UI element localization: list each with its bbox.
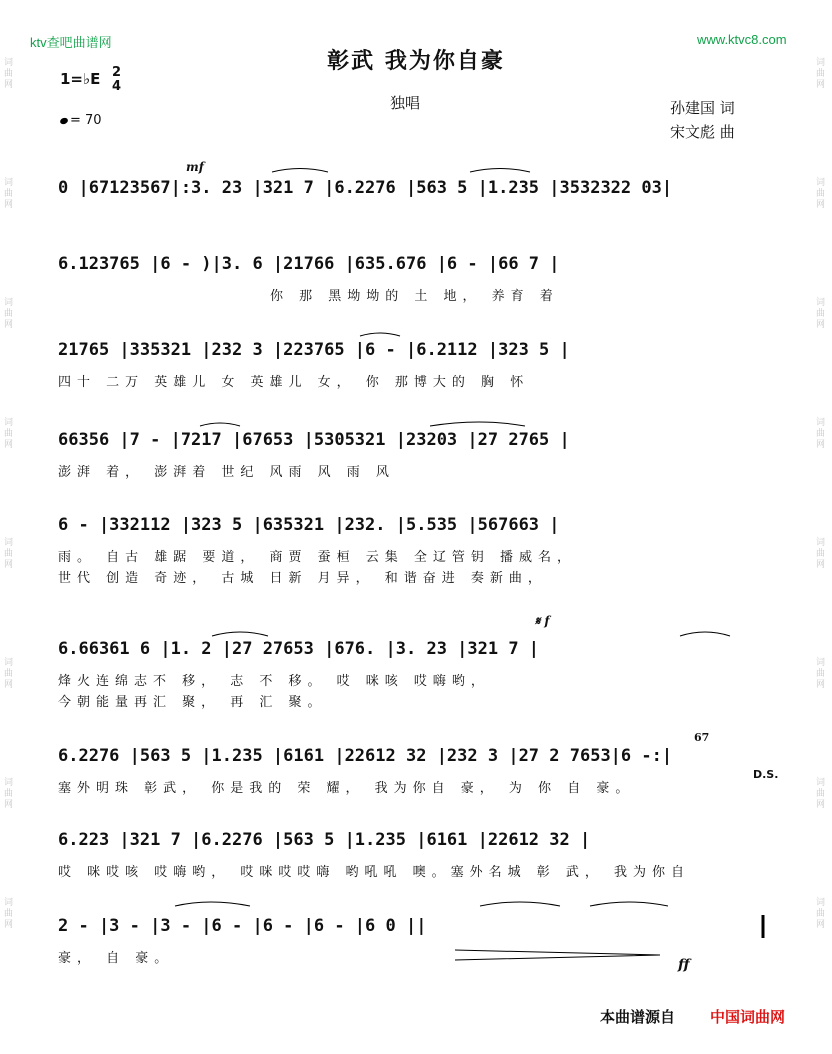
- site-link-right[interactable]: www.ktvc8.com: [697, 32, 787, 47]
- system-5-lyrics-2: 世代 创造 奇迹， 古城 日新 月异， 和谐奋进 奏新曲，: [58, 571, 547, 586]
- watermark-left-4: 词 曲 网: [4, 418, 14, 450]
- system-7-lyrics-1: 塞外明珠 彰武， 你是我的 荣 耀， 我为你自 豪， 为 你 自 豪。: [58, 781, 635, 796]
- system-5-lyrics-1: 雨。 自古 雄踞 要道， 商贾 蚕桓 云集 全辽管钥 播威名，: [58, 550, 577, 565]
- system-5-notes: 6 - |332112 |323 5 |635321 |232. |5.535 |567663 |: [58, 515, 560, 535]
- system-2-notes: 6.123765 |6 - )|3. 6 |21766 |635.676 |6 - |66 7 |: [58, 254, 560, 274]
- system-4-notes: 66356 |7 - |7217 |67653 |5305321 |23203 |27 2765 |: [58, 430, 570, 450]
- lyricist-credit: 孙建国 词: [670, 99, 735, 117]
- performance-type: 独唱: [390, 94, 421, 112]
- watermark-left-3: 词 曲 网: [4, 298, 14, 330]
- system-6-notes: 6.66361 6 |1. 2 |27 27653 |676. |3. 23 |321 7 |: [58, 639, 540, 659]
- watermark-right-5: 词 曲 网: [816, 538, 826, 570]
- watermark-left-5: 词 曲 网: [4, 538, 14, 570]
- volta-mark: 67: [694, 731, 710, 744]
- dynamic-mf: mf: [186, 160, 204, 174]
- site-link-left[interactable]: ktv查吧曲谱网: [30, 35, 112, 50]
- page-title: 彰武 我为你自豪: [327, 49, 505, 74]
- watermark-right-4: 词 曲 网: [816, 418, 826, 450]
- system-6-lyrics-1: 烽火连绵志不 移， 志 不 移。 哎 咪咳 哎嗨哟，: [58, 674, 490, 689]
- watermark-left-2: 词 曲 网: [4, 178, 14, 210]
- system-4-lyrics-1: 澎湃 着， 澎湃着 世纪 风雨 风 雨 风: [58, 465, 395, 480]
- composer-credit: 宋文彪 曲: [670, 123, 735, 141]
- system-6-lyrics-2: 今朝能量再汇 聚， 再 汇 聚。: [58, 695, 327, 710]
- time-signature-bottom: 4: [112, 79, 122, 94]
- watermark-right-7: 词 曲 网: [816, 778, 826, 810]
- source-site-link[interactable]: 中国词曲网: [710, 1008, 786, 1026]
- watermark-right-3: 词 曲 网: [816, 298, 826, 330]
- tempo-value: = 70: [70, 113, 102, 128]
- watermark-left-6: 词 曲 网: [4, 658, 14, 690]
- source-label: 本曲谱源自: [600, 1008, 676, 1026]
- watermark-left-8: 词 曲 网: [4, 898, 14, 930]
- system-8-lyrics-1: 哎 咪哎咳 哎嗨哟， 哎咪哎哎嗨 哟吼吼 噢。塞外名城 彰 武， 我为你自: [58, 865, 691, 880]
- dynamic-ff: ff: [678, 957, 690, 973]
- watermark-right-6: 词 曲 网: [816, 658, 826, 690]
- watermark-right-1: 词 曲 网: [816, 58, 826, 90]
- watermark-right-8: 词 曲 网: [816, 898, 826, 930]
- time-signature-top: 2: [112, 65, 122, 80]
- watermark-left-7: 词 曲 网: [4, 778, 14, 810]
- key-signature: 1=♭E: [60, 70, 101, 88]
- system-2-lyrics-1: 你 那 黑坳坳的 土 地， 养育 着: [270, 289, 559, 304]
- system-3-notes: 21765 |335321 |232 3 |223765 |6 - |6.2112 |323 5 |: [58, 340, 570, 360]
- system-7-notes: 6.2276 |563 5 |1.235 |6161 |22612 32 |232 3 |27 2 7653|6 -:|: [58, 746, 673, 766]
- system-8-notes: 6.223 |321 7 |6.2276 |563 5 |1.235 |6161 |22612 32 |: [58, 830, 591, 850]
- watermark-left-1: 词 曲 网: [4, 58, 14, 90]
- system-9-lyrics-1: 豪， 自 豪。: [58, 951, 174, 966]
- system-1-notes: 0 |67123567|:3. 23 |321 7 |6.2276 |563 5 |1.235 |3532322 03|: [58, 178, 673, 198]
- system-3-lyrics-1: 四十 二万 英雄儿 女 英雄儿 女， 你 那博大的 胸 怀: [58, 375, 530, 390]
- ds-marking: D.S.: [753, 768, 779, 781]
- system-9-notes: 2 - |3 - |3 - |6 - |6 - |6 - |6 0 ||: [58, 916, 427, 936]
- dynamic-segno-f: 𝄋 f: [535, 614, 550, 628]
- watermark-right-2: 词 曲 网: [816, 178, 826, 210]
